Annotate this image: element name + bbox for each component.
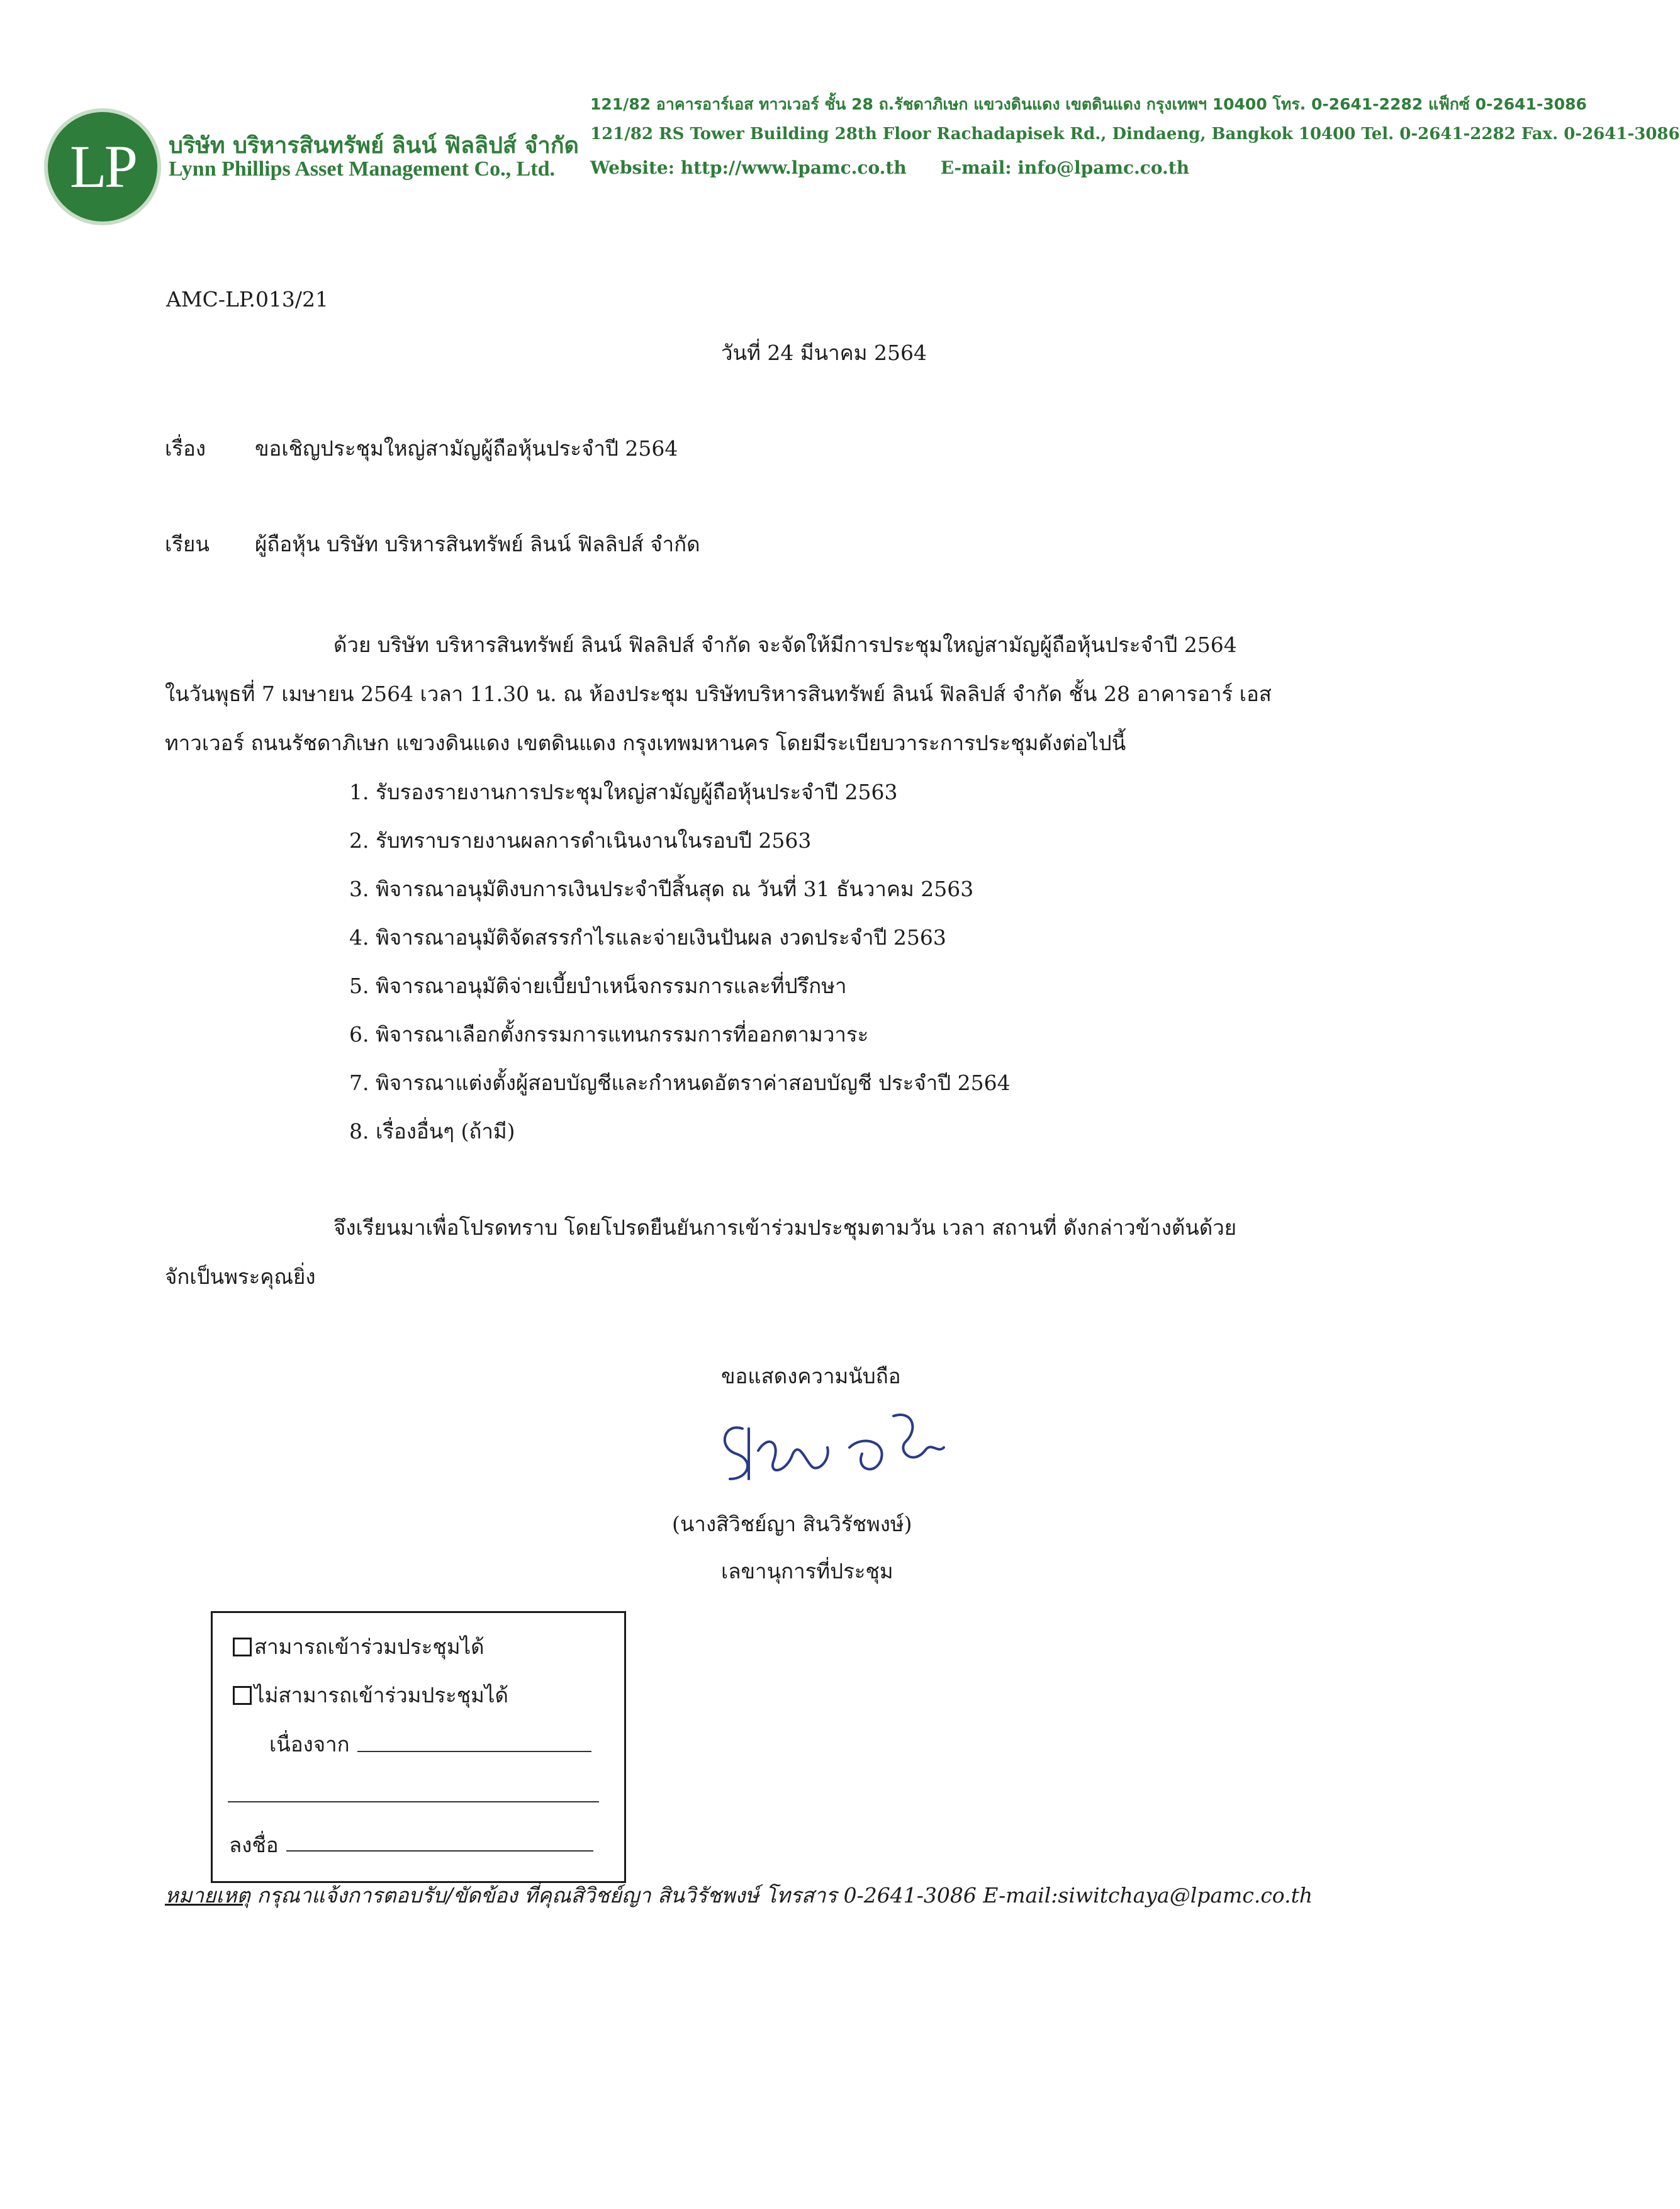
agenda-item: 7. พิจารณาแต่งตั้งผู้สอบบัญชีและกำหนดอัตราค่าสอบบัญชี ประจำปี 2564: [349, 1071, 1011, 1095]
body-line: ทาวเวอร์ ถนนรัชดาภิเษก แขวงดินแดง เขตดินแดง กรุงเทพมหานคร โดยมีระเบียบวาระการประชุมดังต่อไปนี้: [165, 731, 1126, 755]
signature-label: ลงชื่อ: [229, 1833, 279, 1857]
agenda-item: 8. เรื่องอื่นๆ (ถ้ามี): [349, 1119, 515, 1144]
body-line: ในวันพุธที่ 7 เมษายน 2564 เวลา 11.30 น. ณ ห้องประชุม บริษัทบริหารสินทรัพย์ ลินน์ ฟิลลิปส์ จำกัด ชั้น 28 อาคารอาร์ เอส: [165, 682, 1272, 706]
website-link[interactable]: Website: http://www.lpamc.co.th: [590, 157, 907, 178]
agenda-item: 6. พิจารณาเลือกตั้งกรรมการแทนกรรมการที่ออกตามวาระ: [349, 1022, 869, 1047]
reason-label: เนื่องจาก: [269, 1732, 350, 1757]
letter-date: วันที่ 24 มีนาคม 2564: [721, 340, 927, 365]
email-link[interactable]: E-mail: info@lpamc.co.th: [940, 157, 1190, 178]
subject-label: เรื่อง: [165, 436, 206, 461]
signer-name: (นางสิวิชย์ญา สินวิรัชพงษ์): [672, 1512, 912, 1536]
agenda-item: 1. รับรองรายงานการประชุมใหญ่สามัญผู้ถือหุ้นประจำปี 2563: [349, 780, 898, 804]
reason-field-line[interactable]: [357, 1751, 591, 1752]
not-attend-checkbox[interactable]: [233, 1686, 252, 1705]
closing-line: จักเป็นพระคุณยิ่ง: [165, 1264, 316, 1289]
agenda-item: 2. รับทราบรายงานผลการดำเนินงานในรอบปี 2563: [349, 828, 812, 853]
closing-line: จึงเรียนมาเพื่อโปรดทราบ โดยโปรดยืนยันการเข้าร่วมประชุมตามวัน เวลา สถานที่ ดังกล่าวข้างต้นด้วย: [333, 1215, 1237, 1240]
agenda-item: 3. พิจารณาอนุมัติงบการเงินประจำปีสิ้นสุด ณ วันที่ 31 ธันวาคม 2563: [349, 877, 974, 901]
not-attend-option-label: ไม่สามารถเข้าร่วมประชุมได้: [254, 1683, 508, 1707]
reference-number: AMC-LP.013/21: [166, 287, 329, 312]
subject-text: ขอเชิญประชุมใหญ่สามัญผู้ถือหุ้นประจำปี 2564: [255, 436, 678, 461]
company-name-thai: บริษัท บริหารสินทรัพย์ ลินน์ ฟิลลิปส์ จำกัด: [169, 133, 579, 159]
recipient-label: เรียน: [165, 532, 210, 556]
contact-line: [590, 157, 1189, 178]
handwritten-signature: [705, 1391, 982, 1498]
regards-text: ขอแสดงความนับถือ: [721, 1364, 901, 1388]
company-name-english: Lynn Phillips Asset Management Co., Ltd.: [169, 157, 555, 181]
company-logo: [44, 108, 161, 225]
footnote-text: กรุณาแจ้งการตอบรับ/ขัดข้อง ที่คุณสิวิชย์ญา สินวิรัชพงษ์ โทรสาร 0-2641-3086 E-mail:siwitchaya@lpamc.co.th: [250, 1883, 1313, 1908]
logo-text: LP: [69, 133, 136, 200]
attend-option: [233, 1630, 484, 1663]
reason-field-line[interactable]: [228, 1801, 599, 1802]
address-english: 121/82 RS Tower Building 28th Floor Rachadapisek Rd., Dindaeng, Bangkok 10400 Tel. 0-2641-2282 Fax. 0-2641-3086: [590, 125, 1680, 143]
body-line: ด้วย บริษัท บริหารสินทรัพย์ ลินน์ ฟิลลิปส์ จำกัด จะจัดให้มีการประชุมใหญ่สามัญผู้ถือหุ้นประจำปี 2564: [333, 632, 1237, 657]
attend-option-label: สามารถเข้าร่วมประชุมได้: [254, 1634, 484, 1659]
not-attend-option: [233, 1678, 508, 1712]
agenda-item: 5. พิจารณาอนุมัติจ่ายเบี้ยบำเหน็จกรรมการและที่ปรึกษา: [349, 974, 847, 998]
agenda-item: 4. พิจารณาอนุมัติจัดสรรกำไรและจ่ายเงินปันผล งวดประจำปี 2563: [349, 925, 946, 950]
signer-title: เลขานุการที่ประชุม: [721, 1559, 893, 1583]
signature-field-line[interactable]: [286, 1850, 593, 1852]
attend-checkbox[interactable]: [233, 1638, 252, 1656]
footnote: [165, 1879, 1313, 1912]
address-thai: 121/82 อาคารอาร์เอส ทาวเวอร์ ชั้น 28 ถ.รัชดาภิเษก แขวงดินแดง เขตดินแดง กรุงเทพฯ 10400 โทร. 0-2641-2282 แฟ็กซ์ 0-2641-3086: [590, 95, 1587, 113]
footnote-label: หมายเหตุ: [165, 1883, 250, 1908]
recipient-text: ผู้ถือหุ้น บริษัท บริหารสินทรัพย์ ลินน์ ฟิลลิปส์ จำกัด: [255, 532, 700, 556]
